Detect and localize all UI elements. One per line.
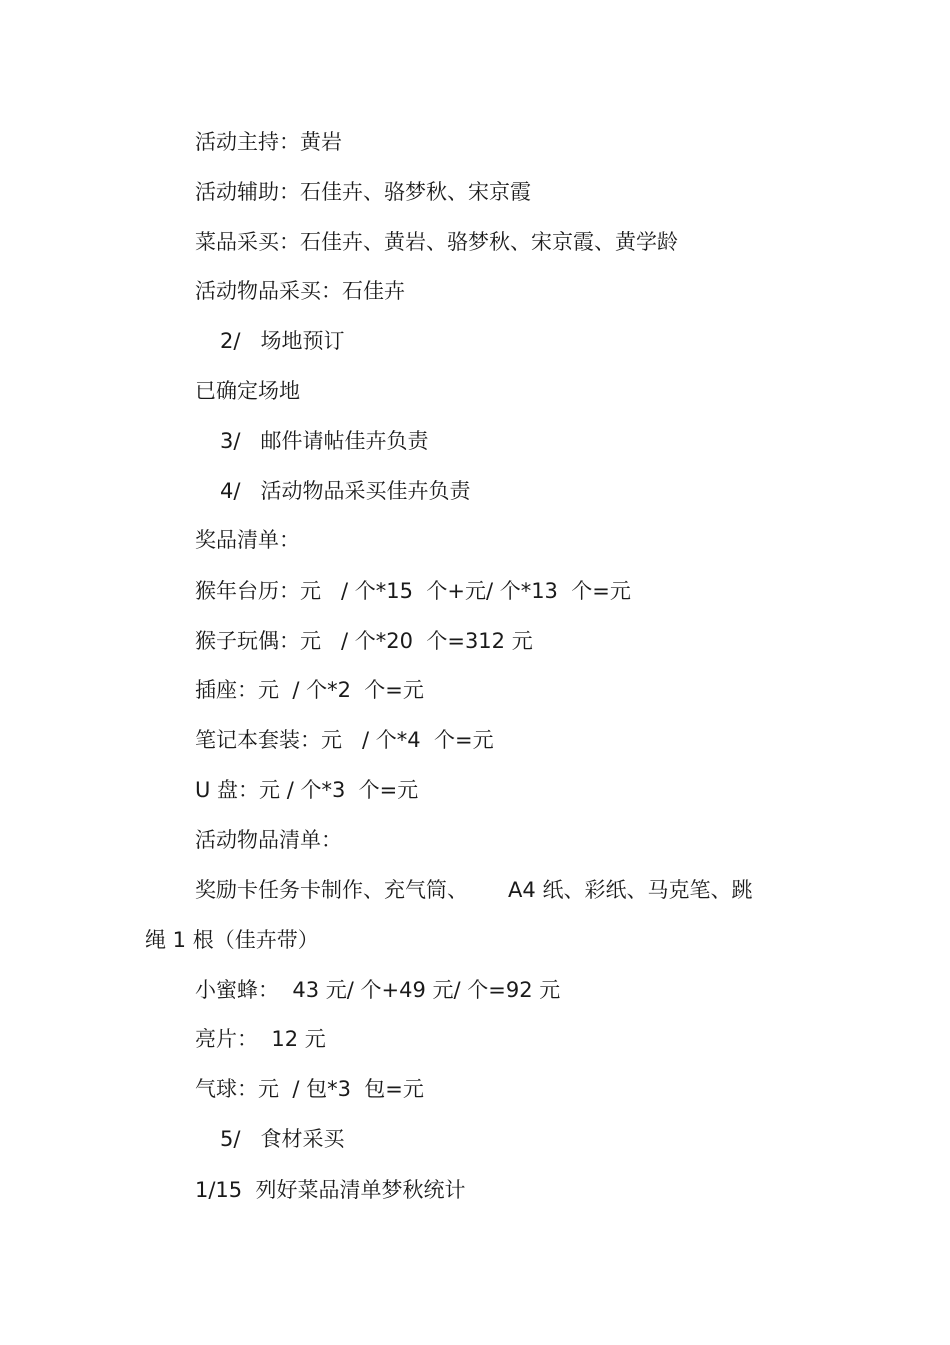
section-heading-supplies: 4/ 活动物品采买佳卉负责 xyxy=(220,479,471,503)
assistant-line: 活动辅助：石佳卉、骆梦秋、宋京霞 xyxy=(195,180,531,204)
prize-item-socket: 插座：元 / 个*2 个=元 xyxy=(195,678,424,702)
prize-item-calendar: 猴年台历：元 / 个*15 个+元/ 个*13 个=元 xyxy=(195,579,631,603)
supply-item-balloons: 气球：元 / 包*3 包=元 xyxy=(195,1077,424,1101)
section-heading-venue: 2/ 场地预订 xyxy=(220,329,345,353)
section-heading-food: 5/ 食材采买 xyxy=(220,1127,345,1151)
prize-item-notebook: 笔记本套装：元 / 个*4 个=元 xyxy=(195,728,494,752)
supply-item-sequins: 亮片： 12 元 xyxy=(195,1027,326,1051)
venue-status-line: 已确定场地 xyxy=(195,379,300,403)
supplies-items-line: 奖励卡任务卡制作、充气筒、 A4 纸、彩纸、马克笔、跳 xyxy=(195,878,753,902)
prize-item-usb: U 盘：元 / 个*3 个=元 xyxy=(195,778,419,802)
supplies-list-heading: 活动物品清单： xyxy=(195,828,342,852)
supplies-items-line-continued: 绳 1 根（佳卉带） xyxy=(145,928,319,952)
prize-list-heading: 奖品清单： xyxy=(195,528,300,552)
section-heading-invitation: 3/ 邮件请帖佳卉负责 xyxy=(220,429,429,453)
host-line: 活动主持：黄岩 xyxy=(195,130,342,154)
dish-purchase-line: 菜品采买：石佳卉、黄岩、骆梦秋、宋京霞、黄学龄 xyxy=(195,230,678,254)
prize-item-plush: 猴子玩偶：元 / 个*20 个=312 元 xyxy=(195,629,533,653)
food-task-line: 1/15 列好菜品清单梦秋统计 xyxy=(195,1178,466,1202)
supply-item-microphone: 小蜜蜂： 43 元/ 个+49 元/ 个=92 元 xyxy=(195,978,561,1002)
supplies-purchase-line: 活动物品采买：石佳卉 xyxy=(195,279,405,303)
